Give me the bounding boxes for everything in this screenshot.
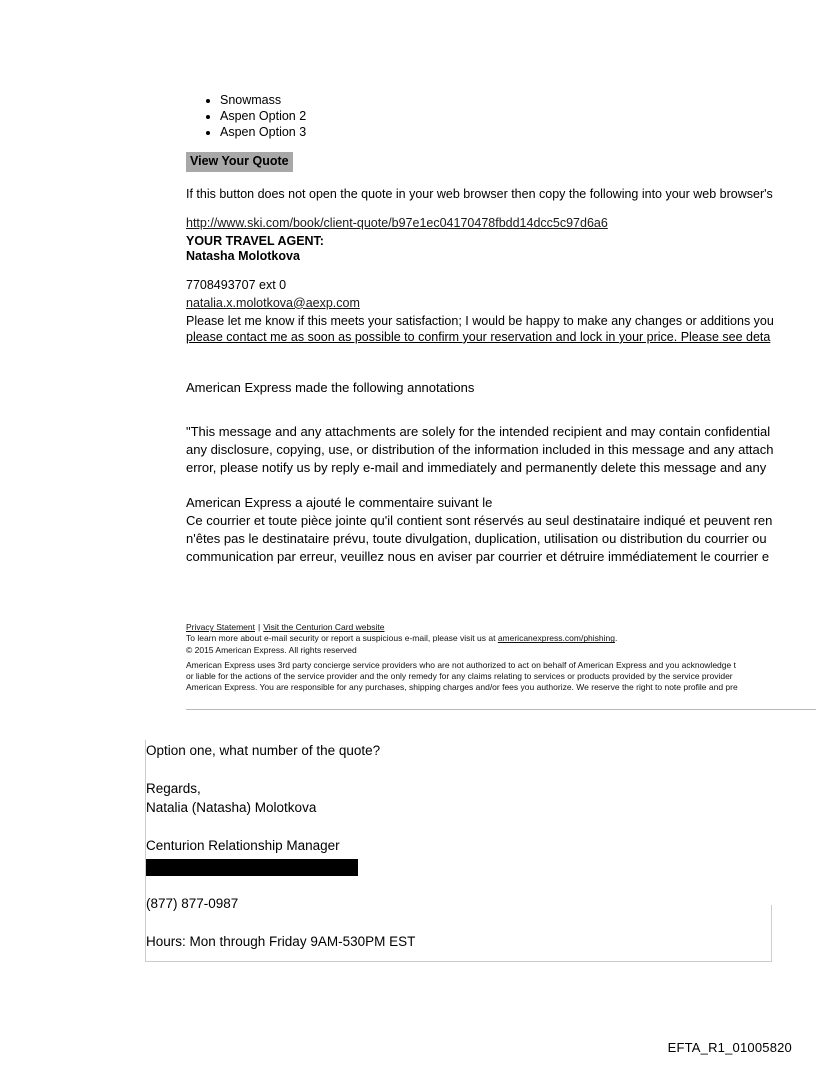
reply-question: Option one, what number of the quote?	[146, 743, 381, 758]
quoted-email-block	[186, 92, 816, 694]
privacy-statement-link[interactable]: Privacy Statement	[186, 622, 255, 633]
travel-agent-phone: 7708493707 ext 0	[186, 277, 287, 292]
closing-line-2: please contact me as soon as possible to confirm your reservation and lock in your price. Please see deta	[186, 329, 771, 344]
reply-sender-title: Centurion Relationship Manager	[146, 837, 340, 853]
fine-print-body-line: or liable for the actions of the service provider and the only remedy for any claims relating to services or products provided by the service provider	[186, 671, 733, 682]
list-item: • Snowmass	[220, 92, 816, 108]
bates-number: EFTA_R1_01005820	[667, 1040, 792, 1055]
closing-line-1: Please let me know if this meets your satisfaction; I would be happy to make any changes or additions you	[186, 313, 774, 328]
legal-disclaimer-french	[186, 494, 816, 566]
centurion-card-website-link[interactable]: Visit the Centurion Card website	[263, 622, 385, 633]
legal-fr-heading: American Express a ajouté le commentaire suivant le	[186, 495, 493, 511]
reply-regards: Regards,	[146, 780, 201, 796]
quote-url-link[interactable]: http://www.ski.com/book/client-quote/b97e1ec04170478fbdd14dcc5c97d6a6	[186, 215, 608, 230]
reply-phone: (877) 877-0987	[146, 896, 239, 912]
legal-disclaimer-english	[186, 423, 816, 477]
reply-sender-name: Natalia (Natasha) Molotkova	[146, 800, 317, 816]
email-security-prefix: To learn more about e-mail security or report a suspicious e-mail, please visit us at	[186, 633, 498, 644]
fine-print-links-row	[186, 622, 816, 633]
annotations-heading: American Express made the following annotations	[186, 380, 475, 396]
phishing-link[interactable]: americanexpress.com/phishing	[497, 633, 615, 644]
quoted-block-bottom-border	[186, 709, 816, 710]
fine-print-body-line: American Express. You are responsible for any purchases, shipping charges and/or fees you authorize. We reserve the right to note profile and pre	[186, 682, 738, 693]
list-item: • Aspen Option 2	[220, 108, 816, 124]
email-security-line	[186, 633, 816, 644]
redacted-text-block	[146, 859, 358, 876]
travel-agent-email-link[interactable]: natalia.x.molotkova@aexp.com	[186, 295, 360, 310]
legal-fr-line: communication par erreur, veuillez nous en aviser par courrier et détruire immédiatement le courrier e	[186, 549, 770, 565]
reply-hours: Hours: Mon through Friday 9AM-530PM EST	[146, 933, 416, 949]
list-item: • Aspen Option 3	[220, 124, 816, 140]
travel-agent-name: Natasha Molotkova	[186, 249, 300, 264]
legal-en-line: "This message and any attachments are solely for the intended recipient and may contain confidential	[186, 423, 771, 439]
fine-print-footer	[186, 622, 816, 693]
fine-print-body-line: American Express uses 3rd party concierge service providers who are not authorized to act on behalf of American Express and you acknowledge t	[186, 659, 736, 670]
link-separator: |	[257, 622, 261, 633]
fine-print-body	[186, 660, 816, 694]
reply-body	[146, 741, 786, 969]
legal-en-line: error, please notify us by reply e-mail and immediately and permanently delete this message and any	[186, 459, 767, 475]
resort-options-list	[186, 92, 816, 140]
view-your-quote-button[interactable]: View Your Quote	[186, 152, 293, 172]
legal-en-line: any disclosure, copying, use, or distribution of the information included in this message and any attach	[186, 441, 774, 457]
travel-agent-label: YOUR TRAVEL AGENT:	[186, 233, 324, 248]
legal-fr-line: Ce courrier et toute pièce jointe qu'il contient sont réservés au seul destinataire indiqué et peuvent ren	[186, 513, 773, 529]
fallback-instruction-text: If this button does not open the quote in your web browser then copy the following into your web browser's	[186, 186, 773, 201]
email-security-suffix: .	[614, 633, 618, 644]
legal-fr-line: n'êtes pas le destinataire prévu, toute divulgation, duplication, utilisation ou distribution du courrier ou	[186, 531, 767, 547]
copyright-line: © 2015 American Express. All rights reserved	[186, 644, 357, 655]
